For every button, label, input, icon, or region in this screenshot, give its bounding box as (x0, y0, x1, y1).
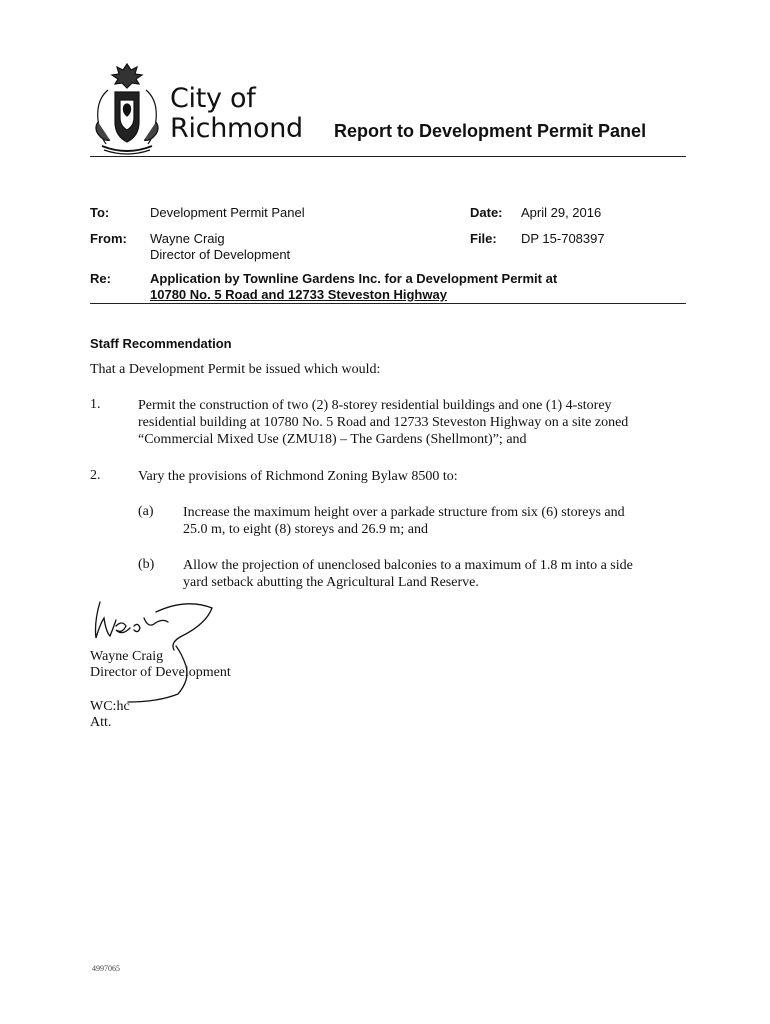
re-label: Re: (90, 271, 111, 286)
city-crest-logo (88, 60, 166, 156)
re-line1: Application by Townline Gardens Inc. for a Development Permit at (150, 271, 558, 286)
item1-line3: “Commercial Mixed Use (ZMU18) – The Gardens (Shellmont)”; and (138, 432, 527, 447)
org-name-line2: Richmond (170, 113, 303, 144)
city-wordmark (170, 84, 303, 144)
from-title: Director of Development (150, 247, 291, 262)
date-label: Date: (470, 205, 503, 220)
item1-text (138, 397, 678, 448)
subitem-a-line2: 25.0 m, to eight (8) storeys and 26.9 m; and (183, 522, 428, 537)
document-id: 4997065 (92, 964, 120, 973)
re-line2: 10780 No. 5 Road and 12733 Steveston Highway (150, 287, 447, 302)
subitem-a-text (183, 504, 683, 538)
subitem-b-line1: Allow the projection of unenclosed balconies to a maximum of 1.8 m into a side (183, 558, 633, 573)
item2-number: 2. (90, 468, 101, 483)
subitem-a-label: (a) (138, 504, 154, 519)
file-label: File: (470, 231, 497, 246)
reference-initials: WC:hc (90, 699, 130, 714)
attachment-label: Att. (90, 715, 112, 730)
org-name-line1: City of (170, 83, 256, 114)
subitem-b-label: (b) (138, 557, 155, 572)
signatory-title: Director of Development (90, 665, 231, 680)
memo-divider (90, 303, 686, 304)
report-title: Report to Development Permit Panel (334, 121, 647, 141)
subitem-a-line1: Increase the maximum height over a parkade structure from six (6) storeys and (183, 505, 625, 520)
subitem-b-text (183, 557, 683, 591)
intro-text: That a Development Permit be issued which would: (90, 362, 381, 377)
item2-text: Vary the provisions of Richmond Zoning Bylaw 8500 to: (138, 469, 458, 484)
to-label: To: (90, 205, 110, 220)
file-value: DP 15-708397 (521, 231, 605, 246)
item1-line2: residential building at 10780 No. 5 Road and 12733 Steveston Highway on a site zoned (138, 415, 629, 430)
item1-line1: Permit the construction of two (2) 8-storey residential buildings and one (1) 4-storey (138, 398, 612, 413)
header-divider (90, 156, 686, 157)
section-heading: Staff Recommendation (90, 336, 232, 351)
to-value: Development Permit Panel (150, 205, 305, 220)
from-label: From: (90, 231, 127, 246)
date-value: April 29, 2016 (521, 205, 602, 220)
from-name: Wayne Craig (150, 231, 225, 246)
item1-number: 1. (90, 397, 101, 412)
signatory-name: Wayne Craig (90, 649, 164, 664)
subitem-b-line2: yard setback abutting the Agricultural Land Reserve. (183, 575, 479, 590)
